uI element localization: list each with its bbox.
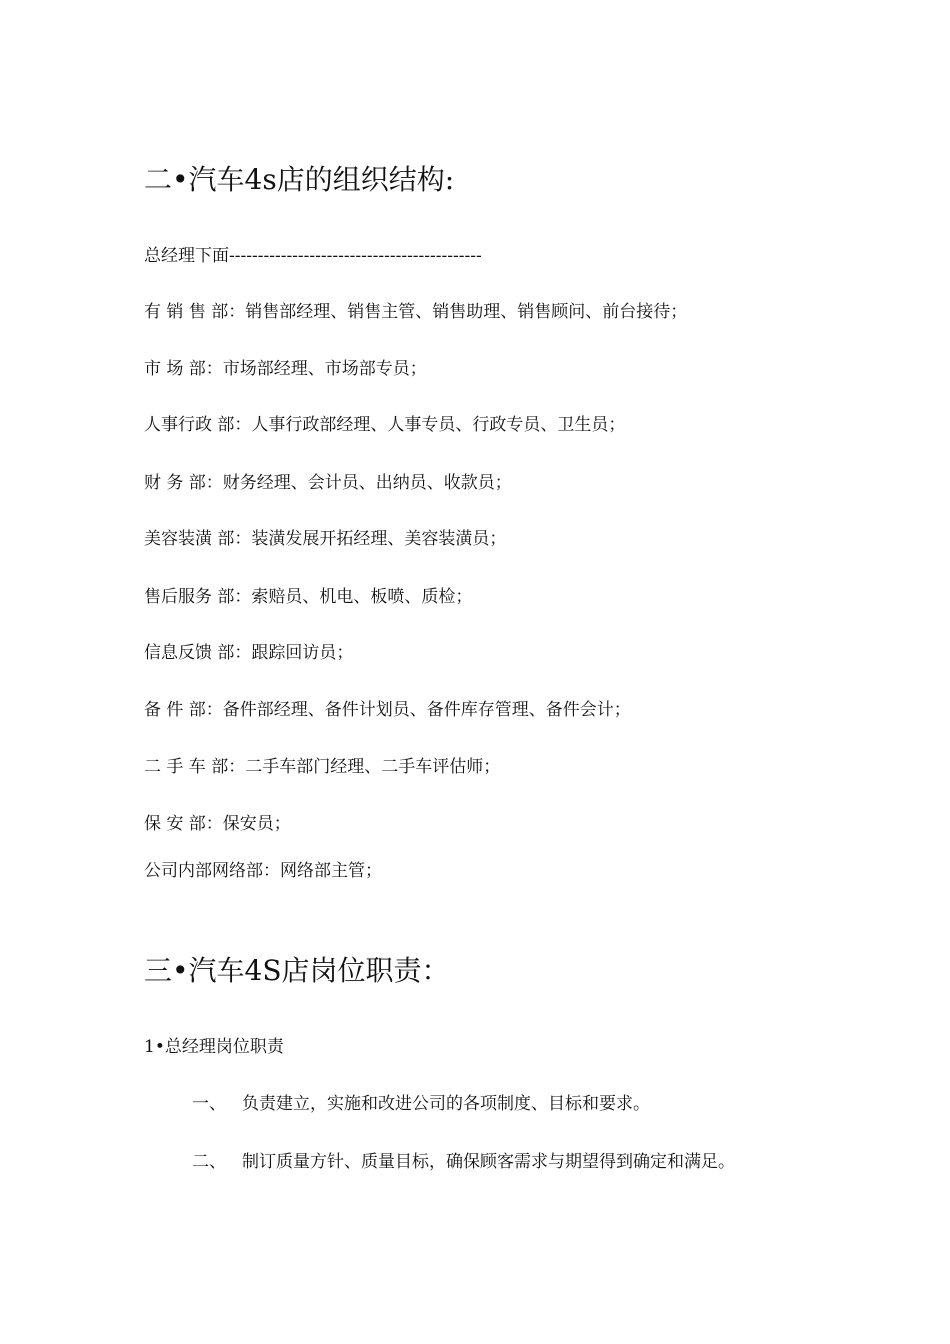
department-line-beauty-decor: 美容装潢 部：装潢发展开拓经理、美容装潢员；: [144, 529, 507, 549]
section-heading-org-structure: 二•汽车4s店的组织结构:: [144, 163, 455, 196]
department-line-parts: 备 件 部：备件部经理、备件计划员、备件库存管理、备件会计；: [144, 700, 631, 720]
duty-item-number: 一、: [192, 1094, 226, 1114]
department-line-network: 公司内部网络部：网络部主管；: [144, 861, 382, 881]
department-line-feedback: 信息反馈 部：跟踪回访员；: [144, 643, 354, 663]
department-line-sales: 有 销 售 部：销售部经理、销售主管、销售助理、销售顾问、前台接待；: [144, 302, 688, 322]
duty-item-text: 负责建立，实施和改进公司的各项制度、目标和要求。: [242, 1094, 650, 1114]
department-line-finance: 财 务 部：财务经理、会计员、出纳员、收款员；: [144, 473, 512, 493]
section-heading-job-duties: 三•汽车4S店岗位职责：: [144, 954, 450, 987]
intro-line: 总经理下面--------------------------------------------: [144, 246, 482, 266]
duty-item: [192, 1092, 650, 1116]
duty-item: [192, 1150, 735, 1174]
department-line-marketing: 市 场 部：市场部经理、市场部专员；: [144, 359, 427, 379]
subheading-gm-duties: 1•总经理岗位职责: [144, 1037, 284, 1057]
duty-item-text: 制订质量方针、质量目标，确保顾客需求与期望得到确定和满足。: [242, 1152, 735, 1172]
department-line-after-sales: 售后服务 部：索赔员、机电、板喷、质检；: [144, 587, 473, 607]
department-line-hr-admin: 人事行政 部：人事行政部经理、人事专员、行政专员、卫生员；: [144, 415, 626, 435]
duty-item-number: 二、: [192, 1152, 226, 1172]
department-line-security: 保 安 部：保安员；: [144, 814, 291, 834]
department-line-used-car: 二 手 车 部：二手车部门经理、二手车评估师；: [144, 757, 501, 777]
